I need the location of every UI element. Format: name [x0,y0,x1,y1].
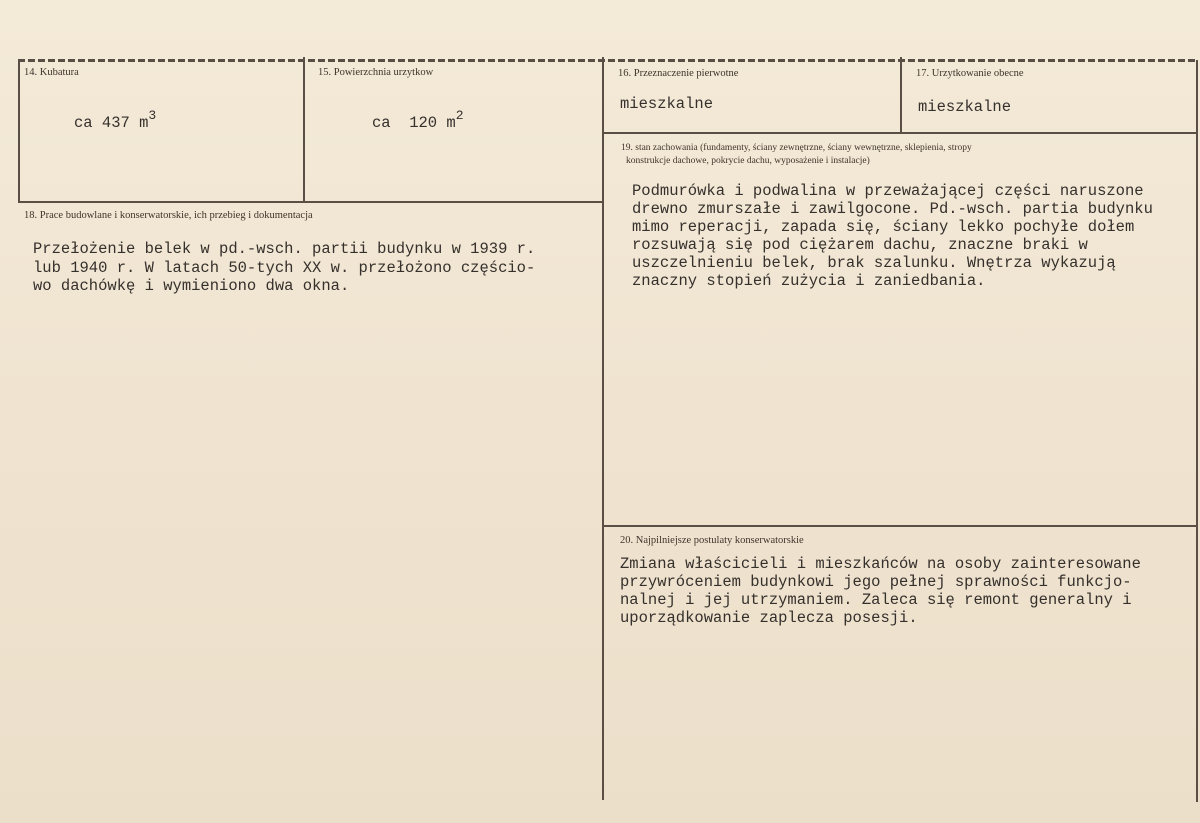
field-18-line-1: Przełożenie belek w pd.-wsch. partii budynku w 1939 r. [33,240,536,258]
rule-under-16-17 [602,132,1198,134]
field-20-line-3: nalnej i jej utrzymaniem. Zaleca się remont generalny i [620,591,1132,609]
field-16-label: 16. Przeznaczenie pierwotne [618,68,739,79]
field-18-line-2: lub 1940 r. W latach 50-tych XX w. przełożono częścio- [33,259,536,277]
field-14-value: ca 437 $m^3$ [74,108,157,132]
rule-under-14-15 [18,201,604,203]
field-19-line-1: Podmurówka i podwalina w przeważającej części naruszone [632,182,1144,200]
divider-main [602,62,604,800]
field-20-line-1: Zmiana właścicieli i mieszkańców na osoby zainteresowane [620,555,1141,573]
field-14-unit-sup: 3 [148,108,157,123]
field-19-line-5: uszczelnieniu belek, brak szalunku. Wnętrza wykazują [632,254,1116,272]
field-20-line-2: przywróceniem budynkowi jego pełnej sprawności funkcjo- [620,573,1132,591]
field-15-value: ca 120 $m^2$ [372,108,464,132]
field-18-line-3: wo dachówkę i wymieniono dwa okna. [33,277,350,295]
field-19-label-line-2: konstrukcje dachowe, pokrycie dachu, wyposażenie i instalacje) [626,156,870,166]
field-15-label: 15. Powierzchnia urzytkow [318,67,434,78]
field-16-value: mieszkalne [620,95,714,113]
field-19-line-4: rozsuwają się pod ciężarem dachu, znaczne braki w [632,236,1088,254]
field-20-label: 20. Najpilniejsze postulaty konserwatorskie [620,535,804,546]
field-17-label: 17. Urzytkowanie obecne [916,68,1024,79]
divider-16-17 [900,62,902,133]
right-border [1196,60,1198,802]
field-19-line-6: znaczny stopień zużycia i zaniedbania. [632,272,986,290]
rule-above-20 [602,525,1198,527]
field-19-line-3: mimo reperacji, zapada się, ściany lekko pochyłe dołem [632,218,1135,236]
top-border-rule [18,59,1196,62]
field-17-value: mieszkalne [918,98,1012,116]
left-border [18,60,20,202]
divider-14-15 [303,62,305,203]
field-20-line-4: uporządkowanie zaplecza posesji. [620,609,918,627]
field-19-label-line-1: 19. stan zachowania (fundamenty, ściany zewnętrzne, ściany wewnętrzne, sklepienia, stropy [621,143,972,153]
field-19-line-2: drewno zmurszałe i zawilgocone. Pd.-wsch. partia budynku [632,200,1153,218]
field-15-unit-sup: 2 [455,108,464,123]
field-14-label: 14. Kubatura [24,67,79,78]
field-18-label: 18. Prace budowlane i konserwatorskie, ich przebieg i dokumentacja [24,210,313,221]
